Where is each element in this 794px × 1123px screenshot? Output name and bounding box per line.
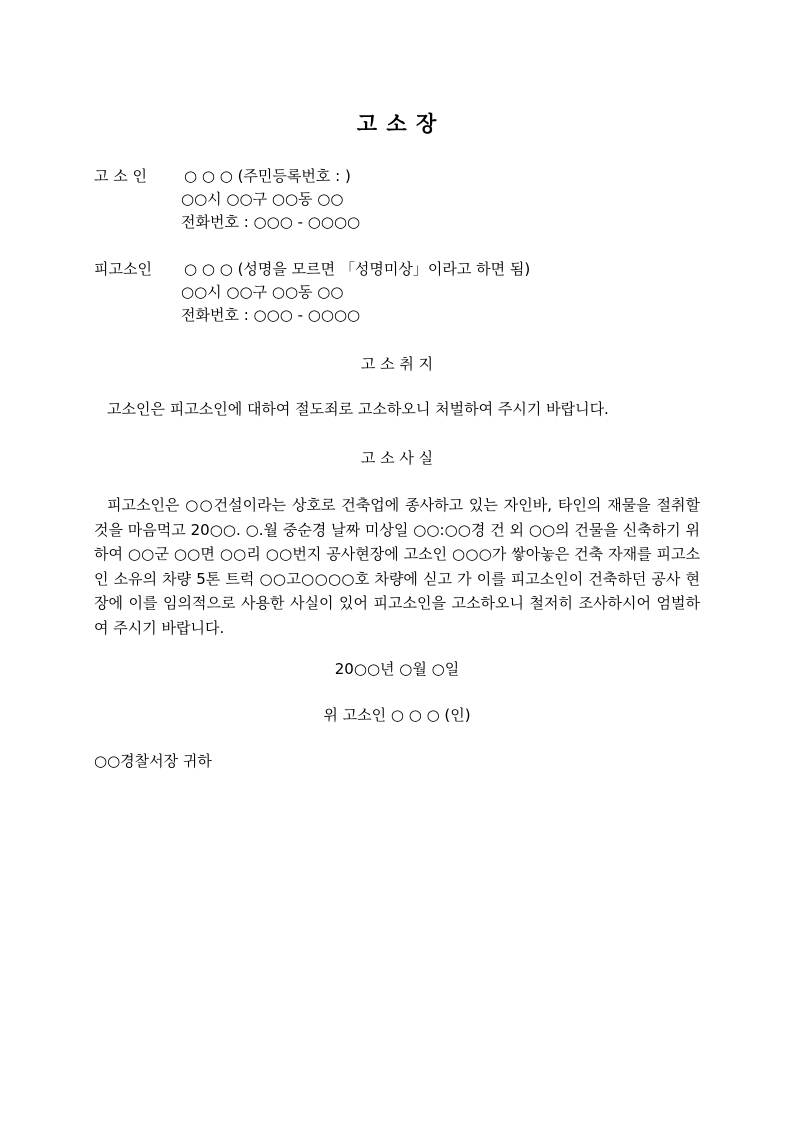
recipient: ○○경찰서장 귀하 [94, 752, 212, 770]
signature-line: 위 고소인 ○ ○ ○ (인) [323, 706, 471, 724]
facts-heading: 고 소 사 실 [360, 449, 434, 467]
complainant-name-line: ○ ○ ○ (주민등록번호 : ) [184, 167, 351, 185]
complainant-phone: 전화번호 : ○○○ - ○○○○ [181, 213, 361, 231]
document-date: 20○○년 ○월 ○일 [334, 660, 460, 678]
facts-text: 피고소인은 ○○건설이라는 상호로 건축업에 종사하고 있는 자인바, 타인의 재물을 절취할 것을 마음먹고 20○○. ○.월 중순경 날짜 미상일 ○○:○○경 건 외 ○○의 건물을 신축하기 위하여 ○○군 ○○면 ○○리 ○○번지 공사현장에 고소인 ○○○가 쌓아놓은 건축 자재를 피고소인 소유의 차량 5톤 트럭 ○○고○○○○호 차량에 싣고 가 이를 피고소인이 건축하던 공사 현장에 이를 임의적으로 사용한 사실이 있어 피고소인을 고소하오니 철저히 조사하시어 엄벌하여 주시기 바랍니다. [94, 496, 700, 637]
accused-label: 피고소인 [94, 260, 152, 278]
purpose-heading: 고 소 취 지 [360, 355, 434, 373]
accused-name-line: ○ ○ ○ (성명을 모르면 「성명미상」이라고 하면 됨) [184, 260, 531, 278]
complainant-address: ○○시 ○○구 ○○동 ○○ [181, 190, 344, 208]
accused-phone: 전화번호 : ○○○ - ○○○○ [181, 306, 361, 324]
accused-address: ○○시 ○○구 ○○동 ○○ [181, 283, 344, 301]
purpose-text: 고소인은 피고소인에 대하여 절도죄로 고소하오니 처벌하여 주시기 바랍니다. [107, 400, 609, 418]
document-title: 고 소 장 [356, 112, 438, 136]
complainant-label: 고 소 인 [94, 167, 148, 185]
